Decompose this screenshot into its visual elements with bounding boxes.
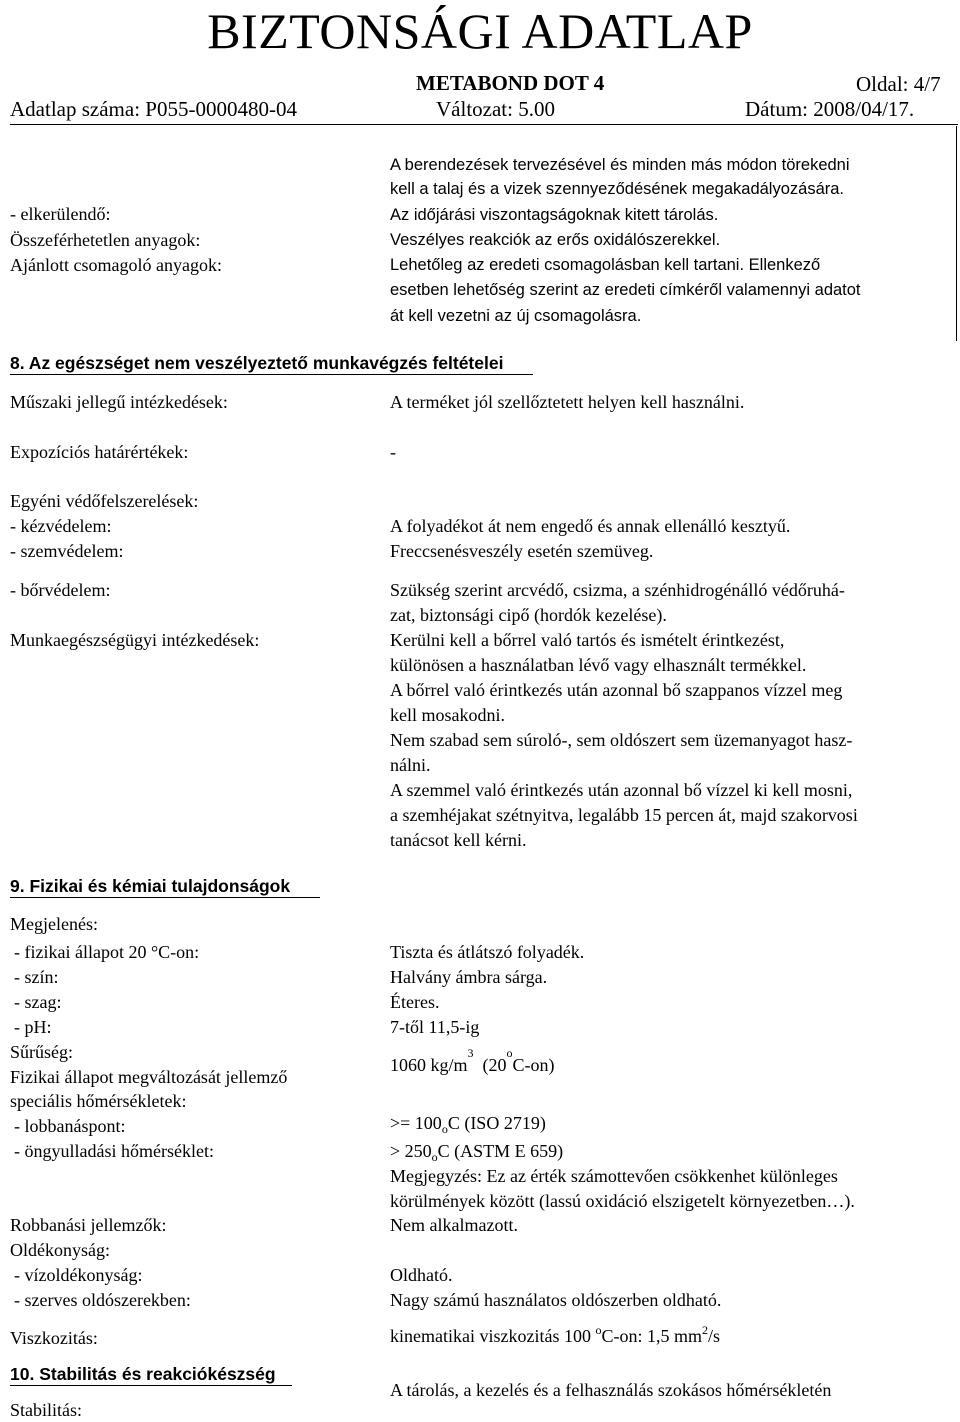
solubility-label: Oldékonyság: <box>10 1240 110 1260</box>
stability-label: Stabilitás: <box>10 1400 82 1420</box>
ph-label: - pH: <box>14 1017 52 1037</box>
water-solubility-value: Oldható. <box>390 1265 453 1285</box>
hygiene-line: különösen a használatban lévő vagy elhasznált termékkel. <box>390 655 807 675</box>
organic-solubility-value: Nagy számú használatos oldószerben oldható. <box>390 1290 722 1310</box>
flash-point-degree: o <box>441 1122 448 1136</box>
stability-value: A tárolás, a kezelés és a felhasználás szokásos hőmérsékletén <box>390 1380 832 1400</box>
autoignition-number: > 250 <box>390 1141 432 1161</box>
autoignition-degree: o <box>431 1150 438 1164</box>
density-number: 1060 kg/m <box>390 1055 468 1075</box>
appearance-label: Megjelenés: <box>10 914 98 934</box>
technical-label: Műszaki jellegű intézkedések: <box>10 392 228 412</box>
packaging-line3: át kell vezetni az új csomagolásra. <box>390 307 642 325</box>
note-line2: körülmények között (lassú oxidáció elszigetelt környezetben…). <box>390 1191 855 1211</box>
incompatible-label: Összeférhetetlen anyagok: <box>10 230 201 250</box>
packaging-line1: Lehetőleg az eredeti csomagolásban kell tartani. Ellenkező <box>390 256 821 274</box>
sheet-number: Adatlap száma: P055-0000480-04 <box>10 97 297 121</box>
technical-value: A terméket jól szellőztetett helyen kell használni. <box>390 392 745 412</box>
viscosity-number: C-on: 1,5 mm <box>601 1326 702 1346</box>
flash-point-value <box>390 1111 546 1137</box>
version: Változat: 5.00 <box>436 97 555 121</box>
hand-protection-value: A folyadékot át nem engedő és annak ellenálló kesztyű. <box>390 516 791 536</box>
density-exponent: 3 <box>467 1046 474 1060</box>
density-degree: o <box>506 1046 513 1060</box>
note-line1: Megjegyzés: Ez az érték számottevően csökkenhet különleges <box>390 1166 838 1186</box>
viscosity-exponent: 2 <box>701 1323 708 1337</box>
density-temp-close: C-on) <box>512 1055 555 1075</box>
state-value: Tiszta és átlátszó folyadék. <box>390 942 585 962</box>
hygiene-line: A bőrrel való érintkezés után azonnal bő szappanos vízzel meg <box>390 680 843 700</box>
density-temp-open: (20 <box>482 1055 507 1075</box>
explosive-label: Robbanási jellemzők: <box>10 1215 167 1235</box>
ppe-label: Egyéni védőfelszerelések: <box>10 491 199 511</box>
section8-underline <box>10 374 533 375</box>
hygiene-line: a szemhéjakat szétnyitva, legalább 15 percen át, majd szakorvosi <box>390 805 858 825</box>
autoignition-value <box>390 1139 563 1165</box>
hygiene-line: tanácsot kell kérni. <box>390 830 527 850</box>
hygiene-line: nálni. <box>390 755 431 775</box>
explosive-value: Nem alkalmazott. <box>390 1215 518 1235</box>
product-name: METABOND DOT 4 <box>416 71 605 95</box>
viscosity-degree: o <box>595 1323 602 1337</box>
viscosity-label: Viszkozitás: <box>10 1328 98 1348</box>
state-label: - fizikai állapot 20 °C-on: <box>14 942 200 962</box>
hygiene-label: Munkaegészségügyi intézkedések: <box>10 630 260 650</box>
packaging-label: Ajánlott csomagoló anyagok: <box>10 255 222 275</box>
flash-point-label: - lobbanáspont: <box>14 1116 126 1136</box>
header-divider <box>10 124 958 125</box>
section10-heading: 10. Stabilitás és reakciókészség <box>10 1364 276 1384</box>
flash-point-unit: C (ISO 2719) <box>447 1113 546 1133</box>
exposure-value: - <box>390 442 396 462</box>
section10-underline <box>10 1385 292 1386</box>
storage-intro-line2: kell a talaj és a vizek szennyeződésének megakadályozására. <box>390 180 845 198</box>
color-value: Halvány ámbra sárga. <box>390 967 548 987</box>
hygiene-line: A szemmel való érintkezés után azonnal bő vízzel ki kell mosni, <box>390 780 853 800</box>
hygiene-line: kell mosakodni. <box>390 705 505 725</box>
skin-protection-line2: zat, biztonsági cipő (hordók kezelése). <box>390 605 667 625</box>
autoignition-unit: C (ASTM E 659) <box>437 1141 564 1161</box>
section9-heading: 9. Fizikai és kémiai tulajdonságok <box>10 876 291 896</box>
flash-point-number: >= 100 <box>390 1113 442 1133</box>
avoid-label: - elkerülendő: <box>10 204 111 224</box>
density-value <box>390 1046 555 1079</box>
water-solubility-label: - vízoldékonyság: <box>14 1265 143 1285</box>
packaging-line2: esetben lehetőség szerint az eredeti címkéről valamennyi adatot <box>390 281 861 299</box>
skin-protection-line1: Szükség szerint arcvédő, csizma, a szénhidrogénálló védőruhá- <box>390 580 845 600</box>
document-title: BIZTONSÁGI ADATLAP <box>207 3 753 59</box>
section8-heading: 8. Az egészséget nem veszélyeztető munkavégzés feltételei <box>10 353 504 373</box>
odor-value: Éteres. <box>390 992 440 1012</box>
right-border <box>956 126 957 341</box>
section9-underline <box>10 897 320 898</box>
incompatible-value: Veszélyes reakciók az erős oxidálószerekkel. <box>390 231 721 249</box>
density-label: Sűrűség: <box>10 1042 73 1062</box>
viscosity-unit: /s <box>707 1326 720 1346</box>
color-label: - szín: <box>14 967 59 987</box>
viscosity-value <box>390 1324 720 1350</box>
document-date: Dátum: 2008/04/17. <box>745 97 915 121</box>
viscosity-text: kinematikai viszkozitás 100 <box>390 1326 596 1346</box>
storage-intro-line1: A berendezések tervezésével és minden más módon törekedni <box>390 156 850 174</box>
eye-protection-value: Freccsenésveszély esetén szemüveg. <box>390 541 654 561</box>
hygiene-line: Kerülni kell a bőrrel való tartós és ismételt érintkezést, <box>390 630 785 650</box>
autoignition-label: - öngyulladási hőmérséklet: <box>14 1141 214 1161</box>
temps-label-line2: speciális hőmérsékletek: <box>10 1091 187 1111</box>
ph-value: 7-től 11,5-ig <box>390 1017 480 1037</box>
organic-solubility-label: - szerves oldószerekben: <box>14 1290 191 1310</box>
hygiene-line: Nem szabad sem súroló-, sem oldószert sem üzemanyagot hasz- <box>390 730 853 750</box>
exposure-label: Expozíciós határértékek: <box>10 442 189 462</box>
page-number: Oldal: 4/7 <box>856 72 941 96</box>
skin-protection-label: - bőrvédelem: <box>10 580 111 600</box>
eye-protection-label: - szemvédelem: <box>10 541 124 561</box>
odor-label: - szag: <box>14 992 62 1012</box>
avoid-value: Az időjárási viszontagságoknak kitett tárolás. <box>390 206 719 224</box>
hand-protection-label: - kézvédelem: <box>10 516 112 536</box>
temps-label-line1: Fizikai állapot megváltozását jellemző <box>10 1067 288 1087</box>
